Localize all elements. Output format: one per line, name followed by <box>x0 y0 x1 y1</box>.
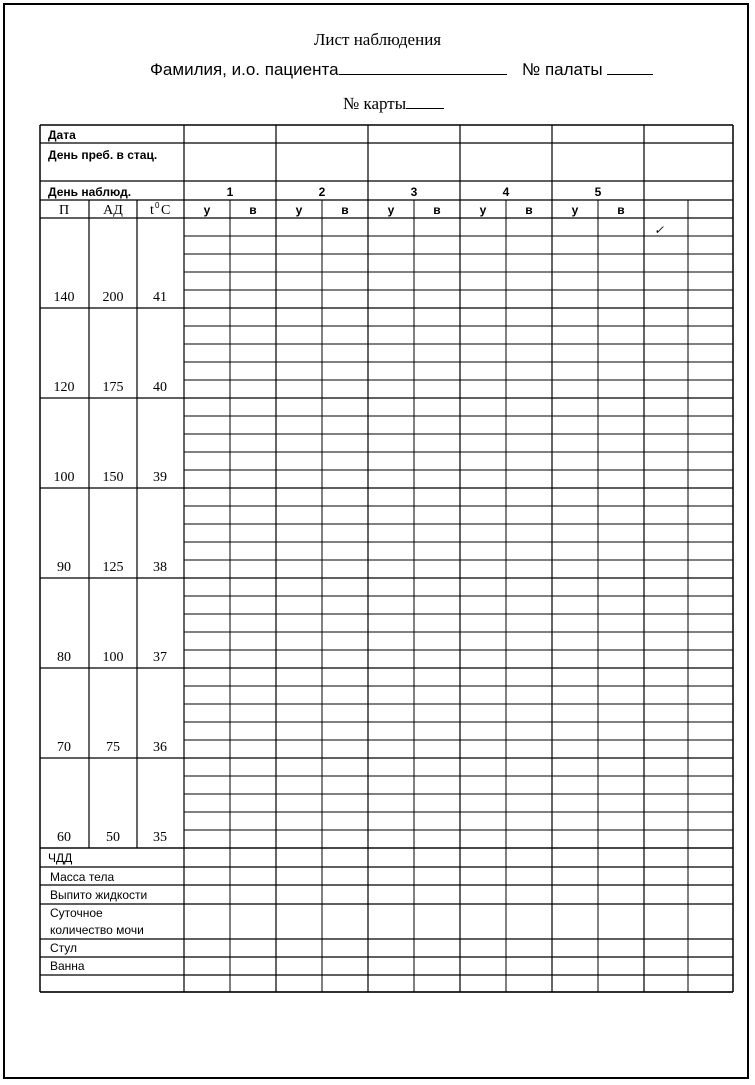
day-number-5: 5 <box>594 185 602 199</box>
temp-scale-38: 38 <box>153 560 167 575</box>
morning-header-1: у <box>203 203 211 217</box>
urine-label-2: количество мочи <box>50 923 144 937</box>
form-title: Лист наблюдения <box>313 30 442 49</box>
pulse-scale-70: 70 <box>57 740 71 755</box>
pulse-scale-140: 140 <box>53 290 75 305</box>
temp-scale-36: 36 <box>153 740 167 755</box>
pulse-scale-60: 60 <box>57 830 71 845</box>
rr-label: ЧДД <box>48 851 73 865</box>
day-number-2: 2 <box>318 185 326 199</box>
temp-header-t: t <box>150 203 154 218</box>
temp-header-degree: 0 <box>155 201 160 210</box>
pulse-scale-120: 120 <box>53 380 75 395</box>
pulse-scale-100: 100 <box>53 470 75 485</box>
bp-scale-200: 200 <box>102 290 124 305</box>
bp-scale-100: 100 <box>102 650 124 665</box>
evening-header-4: в <box>525 203 533 217</box>
temp-scale-35: 35 <box>153 830 167 845</box>
evening-header-2: в <box>341 203 349 217</box>
morning-header-5: у <box>571 203 579 217</box>
stool-label: Стул <box>50 941 78 955</box>
pulse-header: П <box>58 203 70 218</box>
evening-header-3: в <box>433 203 441 217</box>
temp-scale-41: 41 <box>153 290 167 305</box>
temp-scale-40: 40 <box>153 380 167 395</box>
evening-header-5: в <box>617 203 625 217</box>
bp-scale-150: 150 <box>102 470 124 485</box>
fluid-label: Выпито жидкости <box>50 888 148 902</box>
bp-scale-125: 125 <box>102 560 124 575</box>
urine-label-1: Суточное <box>50 906 103 920</box>
temp-scale-37: 37 <box>153 650 167 665</box>
evening-header-1: в <box>249 203 257 217</box>
bp-scale-75: 75 <box>106 740 120 755</box>
temp-scale-39: 39 <box>153 470 167 485</box>
check-mark: ✓ <box>654 223 665 237</box>
morning-header-4: у <box>479 203 487 217</box>
card-label: № карты <box>343 94 407 113</box>
bp-scale-50: 50 <box>106 830 120 845</box>
day-number-1: 1 <box>226 185 234 199</box>
pulse-scale-80: 80 <box>57 650 71 665</box>
morning-header-2: у <box>295 203 303 217</box>
pulse-scale-90: 90 <box>57 560 71 575</box>
ward-label: № палаты <box>522 60 603 79</box>
bp-header: АД <box>103 203 123 218</box>
weight-label: Масса тела <box>50 870 115 884</box>
day-number-3: 3 <box>410 185 418 199</box>
stay-day-label: День преб. в стац. <box>48 148 158 162</box>
day-number-4: 4 <box>502 185 510 199</box>
obs-day-label: День наблюд. <box>48 185 132 199</box>
date-label: Дата <box>48 128 76 142</box>
patient-label: Фамилия, и.о. пациента <box>150 60 339 79</box>
bath-label: Ванна <box>50 959 85 973</box>
bp-scale-175: 175 <box>102 380 124 395</box>
temp-header-c: С <box>161 203 171 218</box>
morning-header-3: у <box>387 203 395 217</box>
